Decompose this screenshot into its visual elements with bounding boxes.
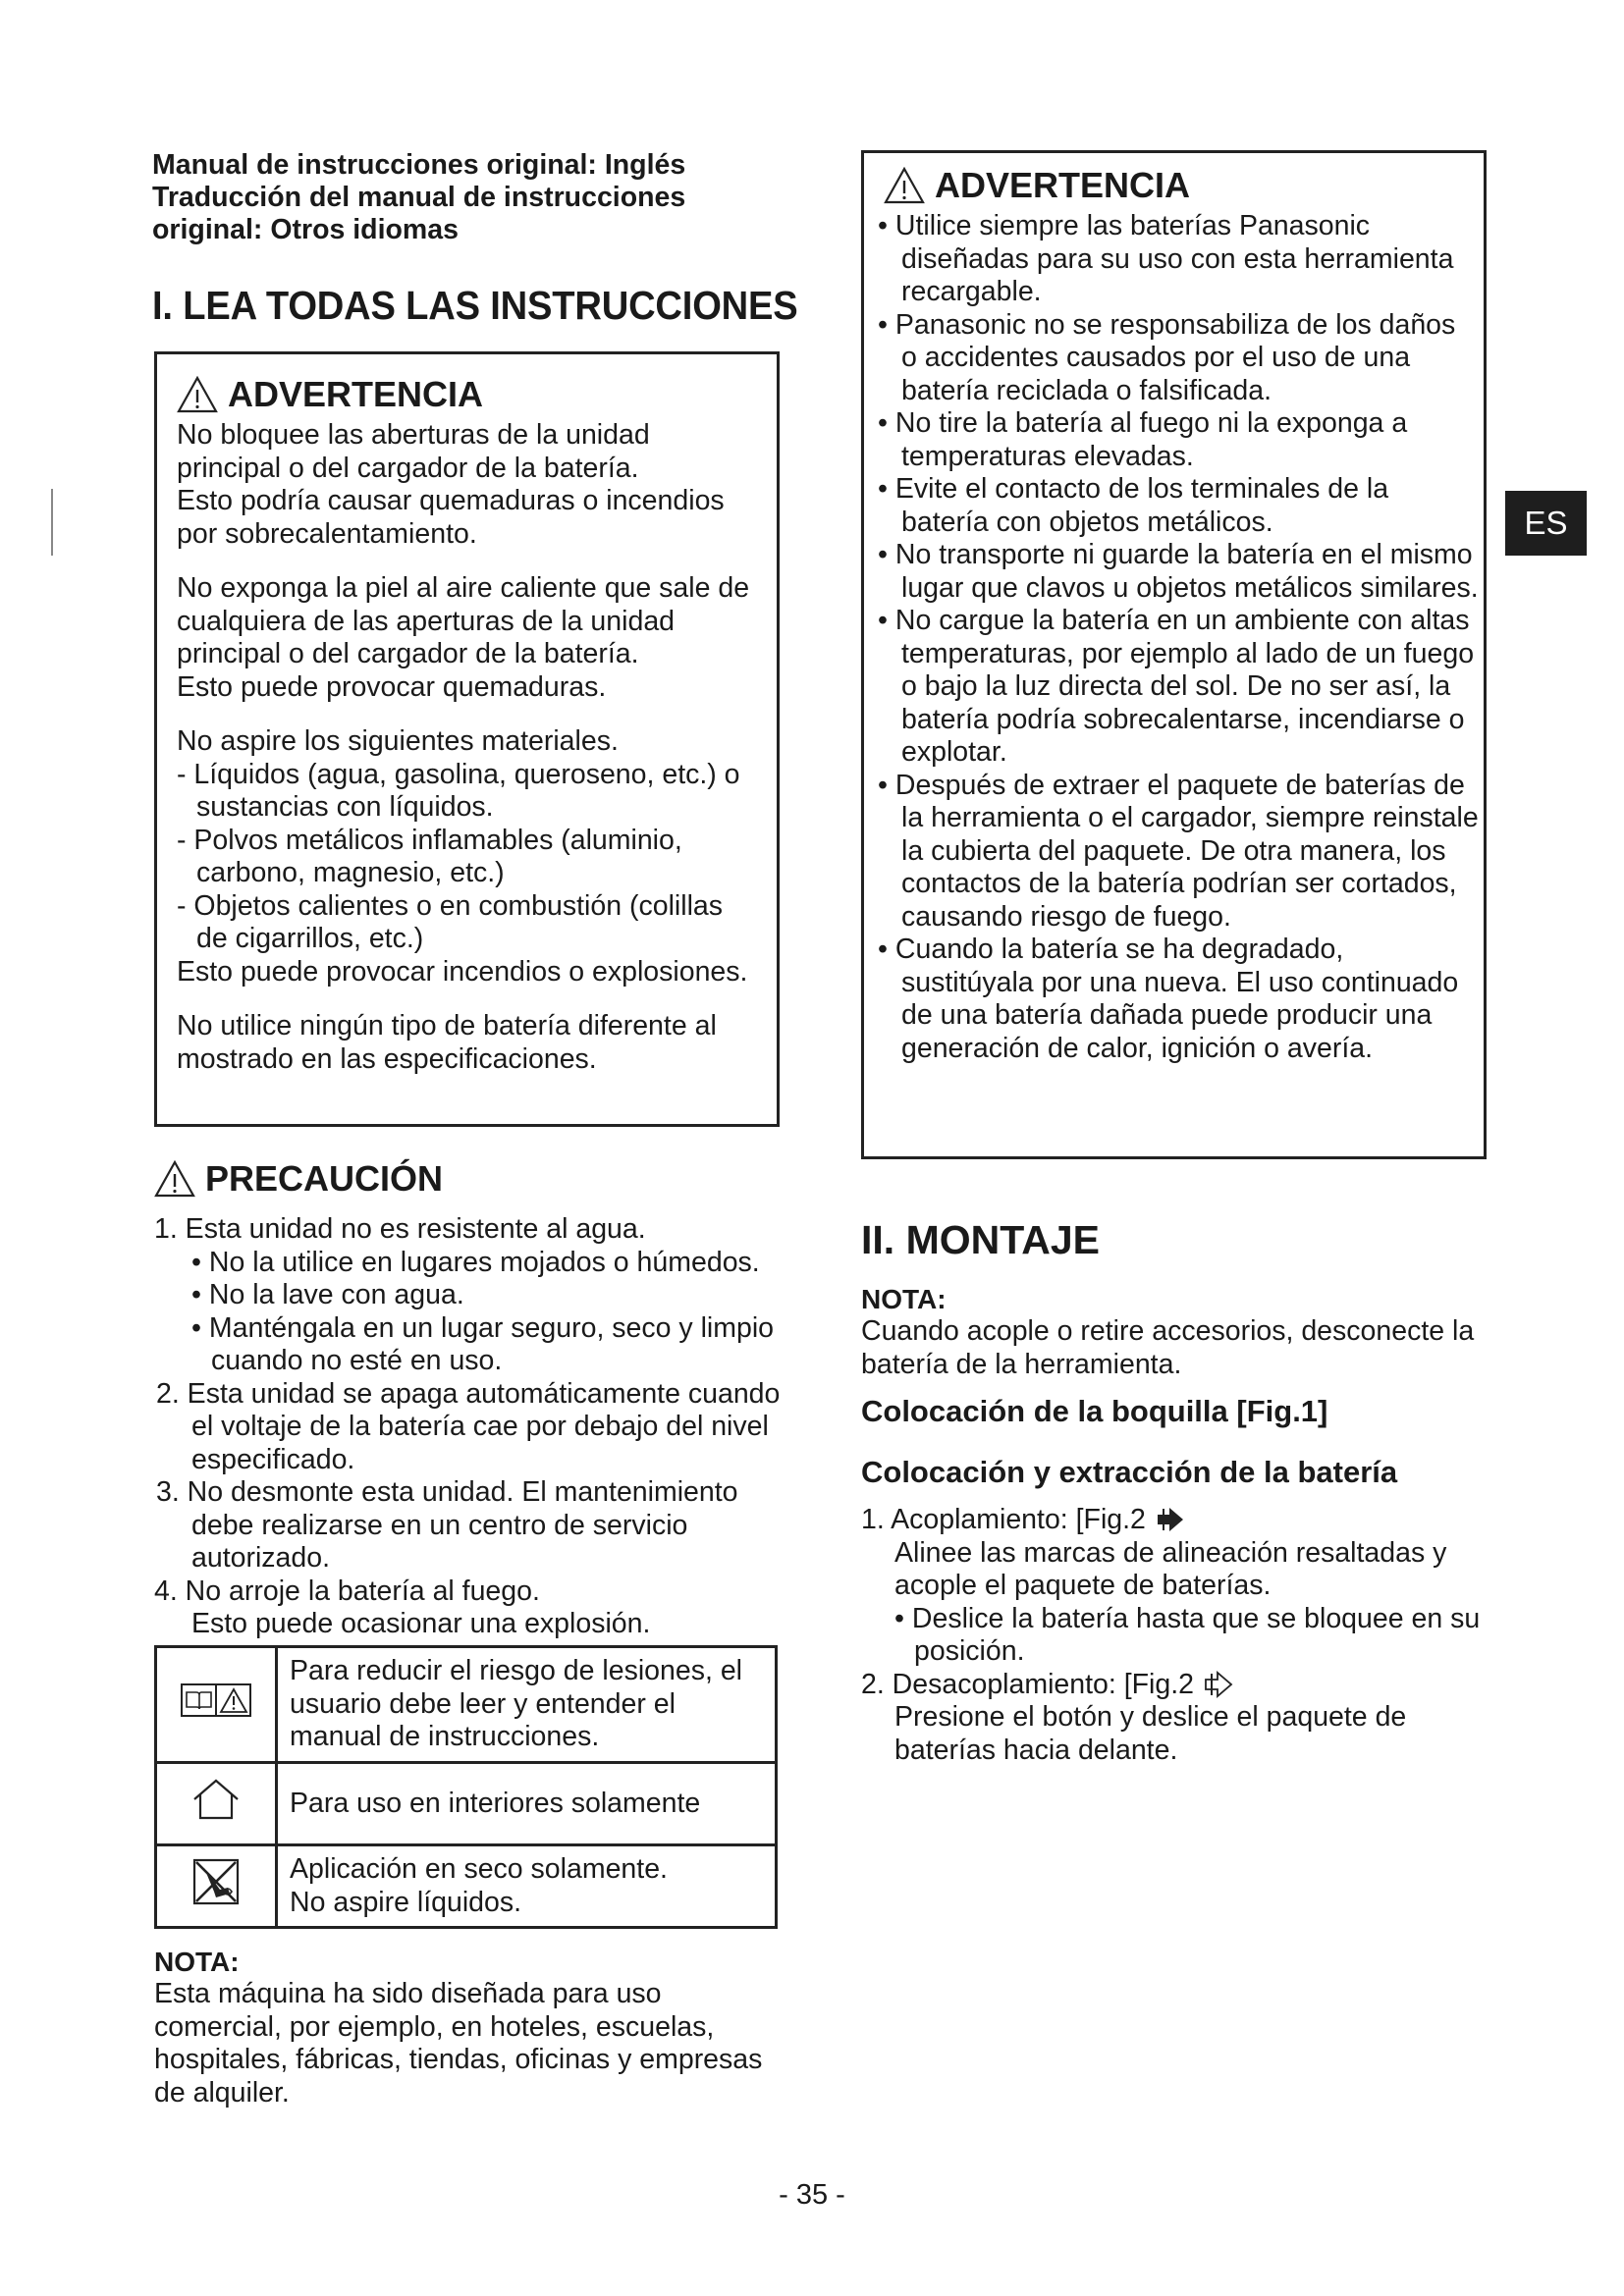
caution-item: 2. Esta unidad se apaga automáticamente cuando el voltaje de la batería cae por debajo del nivel especificado. bbox=[156, 1377, 781, 1475]
symbol-description: Para reducir el riesgo de lesiones, el usuario debe leer y entender el manual de instrucciones. bbox=[277, 1647, 777, 1763]
dry-only-icon bbox=[192, 1858, 240, 1905]
warning-1-paragraph: No utilice ningún tipo de batería diferente al mostrado en las especificaciones. bbox=[177, 1010, 717, 1075]
caution-item: 1. Esta unidad no es resistente al agua. bbox=[154, 1213, 646, 1245]
caution-subitem: • Manténgala en un lugar seguro, seco y limpio cuando no esté en uso. bbox=[191, 1312, 783, 1378]
step-2 bbox=[861, 1669, 1489, 1702]
language-tab: ES bbox=[1505, 491, 1587, 556]
dash-list-item: - Líquidos (agua, gasolina, queroseno, etc.) o sustancias con líquidos. bbox=[177, 758, 740, 823]
symbol-description-line: Aplicación en seco solamente. bbox=[290, 1853, 668, 1885]
step-1-text: Alinee las marcas de alineación resaltadas y acople el paquete de baterías. bbox=[894, 1536, 1447, 1601]
warning-box-1 bbox=[154, 351, 780, 1127]
section-2-title: II. MONTAJE bbox=[861, 1217, 1100, 1262]
caution-subitem: • No la lave con agua. bbox=[191, 1279, 783, 1312]
list-item: • No tire la batería al fuego ni la exponga a temperaturas elevadas. bbox=[878, 407, 1479, 473]
list-item: • Cuando la batería se ha degradado, sustitúyala por una nueva. El uso continuado de una batería dañada puede producir una generación de calor, ignición o avería. bbox=[878, 934, 1479, 1065]
warning-1-paragraph: Esto podría causar quemaduras o incendios por sobrecalentamiento. bbox=[177, 485, 725, 550]
header-line-2: Traducción del manual de instrucciones bbox=[152, 182, 686, 213]
symbol-description bbox=[277, 1845, 777, 1928]
warning-1-paragraph: No bloquee las aberturas de la unidad principal o del cargador de la batería. bbox=[177, 419, 650, 484]
step-2-text: Presione el botón y deslice el paquete de baterías hacia delante. bbox=[894, 1701, 1407, 1766]
table-row bbox=[156, 1845, 777, 1928]
dash-list-item: - Objetos calientes o en combustión (colillas de cigarrillos, etc.) bbox=[177, 889, 724, 954]
warning-1-title bbox=[177, 374, 761, 415]
list-item: • No cargue la batería en un ambiente con altas temperaturas, por ejemplo al lado de un fuego o bajo la luz directa del sol. De no ser así, la batería podría sobrecalentarse, incendiarse o explotar. bbox=[878, 605, 1479, 770]
subheading-battery: Colocación y extracción de la batería bbox=[861, 1455, 1398, 1489]
caution-item: 3. No desmonte esta unidad. El mantenimiento debe realizarse en un centro de servicio autorizado. bbox=[156, 1476, 738, 1574]
dash-list-item: - Polvos metálicos inflamables (aluminio, carbono, magnesio, etc.) bbox=[177, 824, 682, 888]
note-2-text: Cuando acople o retire accesorios, desconecte la batería de la herramienta. bbox=[861, 1315, 1475, 1380]
warning-2-title bbox=[878, 165, 1479, 206]
header-line-3: original: Otros idiomas bbox=[152, 214, 459, 245]
caution-item: 4. No arroje la batería al fuego. bbox=[154, 1575, 540, 1607]
warning-triangle-icon bbox=[177, 376, 218, 413]
symbol-description-line: No aspire líquidos. bbox=[290, 1886, 522, 1918]
document-header bbox=[152, 149, 781, 246]
warning-2-list bbox=[878, 210, 1479, 1065]
note-2-title: NOTA: bbox=[861, 1284, 947, 1314]
indoor-house-icon bbox=[190, 1778, 242, 1821]
table-row bbox=[156, 1647, 777, 1763]
caution-subitem: • No la utilice en lugares mojados o húmedos. bbox=[191, 1247, 783, 1280]
margin-mark bbox=[51, 489, 53, 556]
warning-1-title-text: ADVERTENCIA bbox=[228, 374, 484, 414]
symbol-cell bbox=[156, 1763, 277, 1845]
symbol-table bbox=[154, 1645, 778, 1929]
page-number: - 35 - bbox=[779, 2179, 845, 2211]
step-1-label: 1. Acoplamiento: [Fig.2 bbox=[861, 1504, 1146, 1535]
symbol-cell bbox=[156, 1647, 277, 1763]
note-1-title: NOTA: bbox=[154, 1947, 240, 1977]
subheading-nozzle: Colocación de la boquilla [Fig.1] bbox=[861, 1394, 1328, 1428]
list-item: • Evite el contacto de los terminales de la batería con objetos metálicos. bbox=[878, 473, 1479, 539]
warning-1-paragraph: No exponga la piel al aire caliente que sale de cualquiera de las aperturas de la unidad principal o del cargador de la batería. bbox=[177, 572, 750, 669]
list-item: • Utilice siempre las baterías Panasonic diseñadas para su uso con esta herramienta recargable. bbox=[878, 210, 1479, 309]
warning-triangle-icon bbox=[154, 1160, 195, 1198]
warning-box-2 bbox=[861, 150, 1487, 1159]
caution-item: Esto puede ocasionar una explosión. bbox=[191, 1608, 651, 1639]
manual-warning-icon bbox=[181, 1683, 251, 1717]
note-2 bbox=[861, 1284, 1489, 1381]
caution-list bbox=[154, 1213, 783, 1641]
caution-title bbox=[154, 1158, 443, 1200]
table-row bbox=[156, 1763, 777, 1845]
note-1 bbox=[154, 1947, 783, 2109]
section-1-title: I. LEA TODAS LAS INSTRUCCIONES bbox=[152, 283, 798, 328]
header-line-1: Manual de instrucciones original: Inglés bbox=[152, 149, 686, 181]
list-item: • Panasonic no se responsabiliza de los daños o accidentes causados por el uso de una batería reciclada o falsificada. bbox=[878, 309, 1479, 408]
warning-1-paragraph: No aspire los siguientes materiales. bbox=[177, 725, 619, 757]
warning-1-paragraph: Esto puede provocar quemaduras. bbox=[177, 670, 607, 703]
warning-triangle-icon bbox=[884, 167, 925, 204]
note-1-text: Esta máquina ha sido diseñada para uso comercial, por ejemplo, en hoteles, escuelas, hospitales, fábricas, tiendas, oficinas y empresas de alquiler. bbox=[154, 1978, 763, 2109]
warning-1-paragraph: Esto puede provocar incendios o explosiones. bbox=[177, 955, 748, 988]
step-1-bullet: • Deslice la batería hasta que se bloquee en su posición. bbox=[894, 1603, 1489, 1669]
attach-arrow-icon bbox=[1154, 1505, 1187, 1534]
assembly-steps bbox=[861, 1504, 1489, 1767]
list-item: • No transporte ni guarde la batería en el mismo lugar que clavos u objetos metálicos similares. bbox=[878, 539, 1479, 605]
detach-arrow-icon bbox=[1202, 1670, 1235, 1699]
warning-2-title-text: ADVERTENCIA bbox=[935, 165, 1191, 205]
step-1 bbox=[861, 1504, 1489, 1537]
step-2-label: 2. Desacoplamiento: [Fig.2 bbox=[861, 1668, 1195, 1700]
symbol-cell bbox=[156, 1845, 277, 1928]
symbol-description: Para uso en interiores solamente bbox=[277, 1763, 777, 1845]
list-item: • Después de extraer el paquete de baterías de la herramienta o el cargador, siempre reinstale la cubierta del paquete. De otra manera, los contactos de la batería podrían ser cortados, causando riesgo de fuego. bbox=[878, 770, 1479, 934]
caution-title-text: PRECAUCIÓN bbox=[205, 1158, 444, 1199]
